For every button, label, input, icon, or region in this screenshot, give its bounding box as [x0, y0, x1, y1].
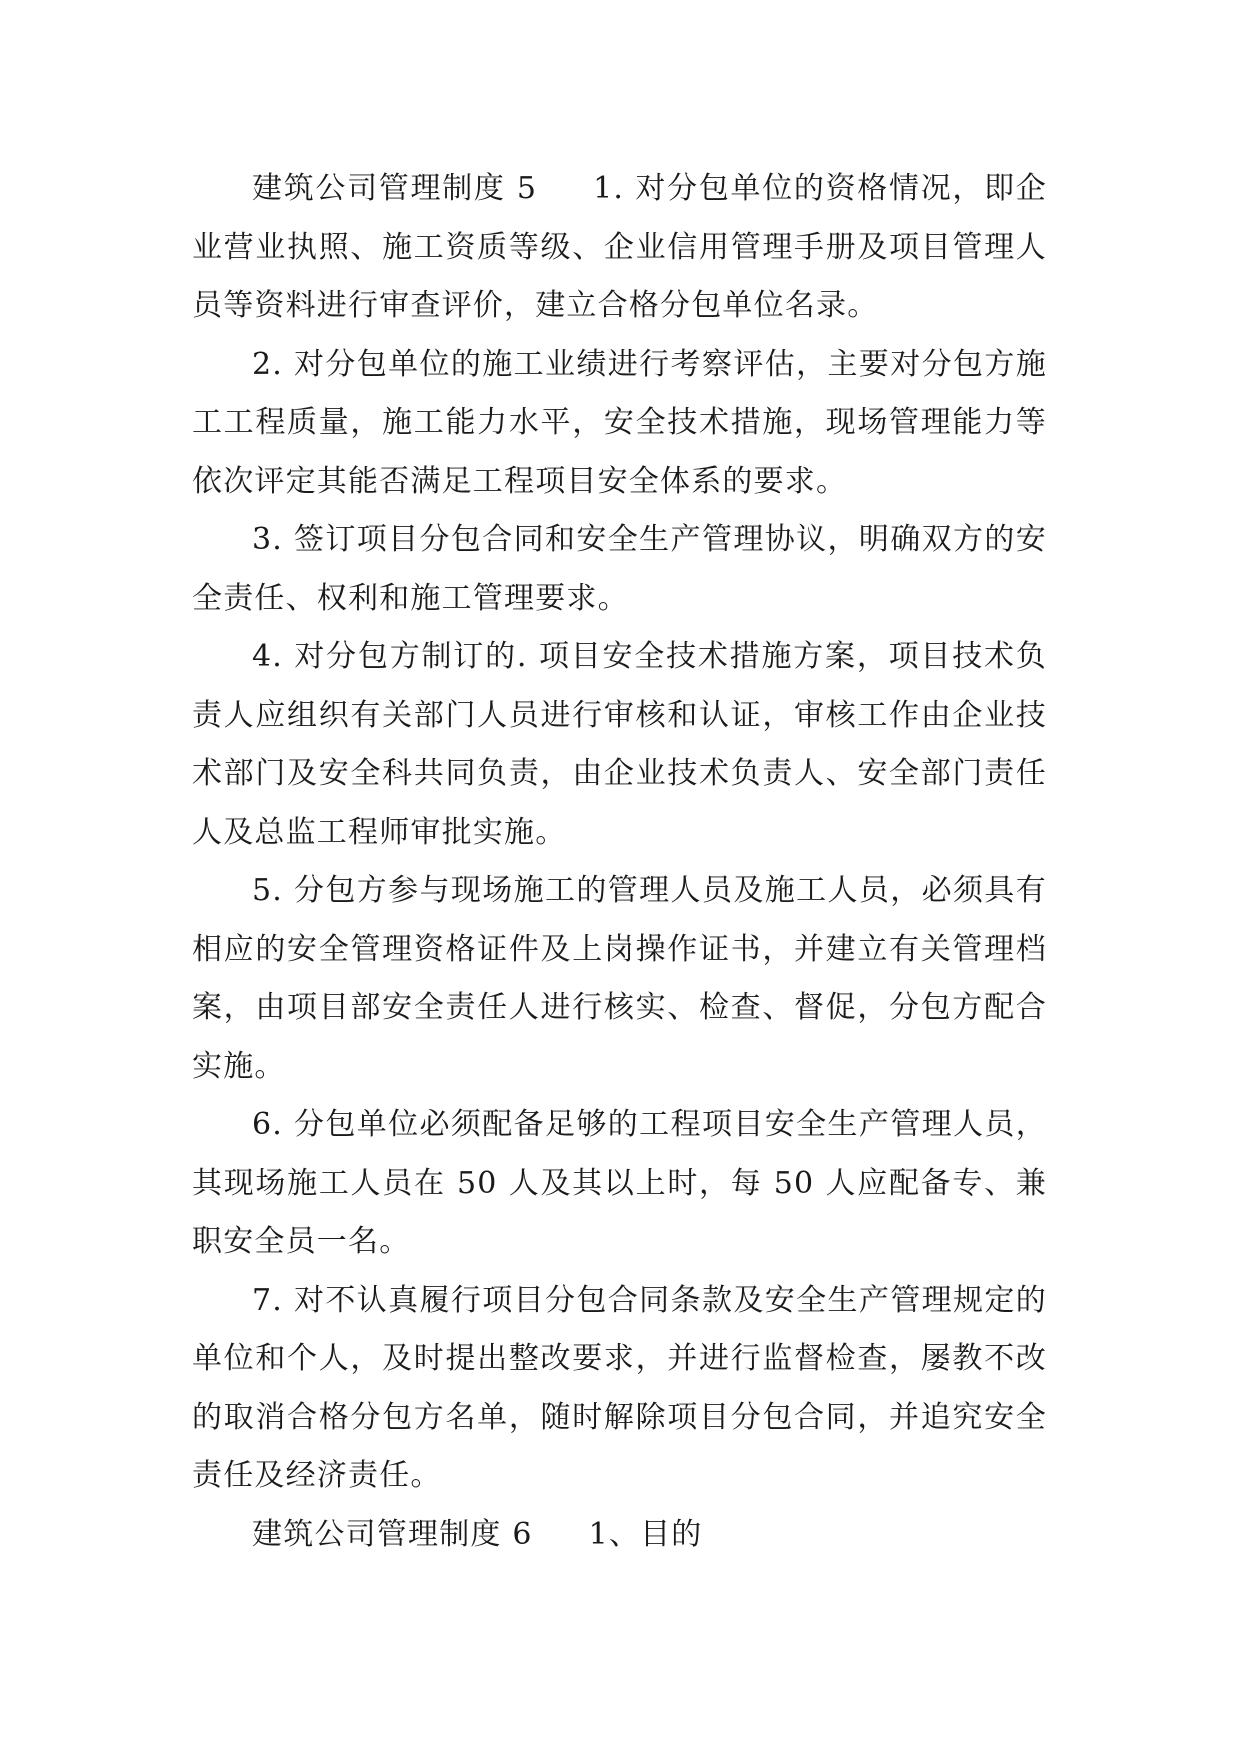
- section5-item-1: 1. 对分包单位的资格情况，即企业营业执照、施工资质等级、企业信用管理手册及项目管理人员等资料进行审查评价，建立合格分包单位名录。: [192, 171, 1048, 323]
- section5-item-4: 4. 对分包方制订的. 项目安全技术措施方案，项目技术负责人应组织有关部门人员进行审核和认证，审核工作由企业技术部门及安全科共同负责，由企业技术负责人、安全部门责任人及总监工程师审批实施。: [192, 639, 1047, 850]
- section5-item-3: 3. 签订项目分包合同和安全生产管理协议，明确双方的安全责任、权利和施工管理要求。: [192, 522, 1047, 616]
- section5-intro-paragraph: [192, 160, 1047, 336]
- document-body: [192, 160, 1047, 1564]
- section5-item-6: 6. 分包单位必须配备足够的工程项目安全生产管理人员，其现场施工人员在 50 人及其以上时，每 50 人应配备专、兼职安全员一名。: [192, 1107, 1047, 1259]
- section5-item-5: 5. 分包方参与现场施工的管理人员及施工人员，必须具有相应的安全管理资格证件及上岗操作证书，并建立有关管理档案，由项目部安全责任人进行核实、检查、督促，分包方配合实施。: [192, 873, 1047, 1084]
- section5-item-7: 7. 对不认真履行项目分包合同条款及安全生产管理规定的单位和个人，及时提出整改要求，并进行监督检查，屡教不改的取消合格分包方名单，随时解除项目分包合同，并追究安全责任及经济责任。: [192, 1282, 1047, 1493]
- section6-item-1: 1、目的: [588, 1516, 703, 1552]
- section5-heading: 建筑公司管理制度 5: [252, 171, 538, 206]
- section5-item-2: 2. 对分包单位的施工业绩进行考察评估，主要对分包方施工工程质量，施工能力水平，安全技术措施，现场管理能力等依次评定其能否满足工程项目安全体系的要求。: [192, 346, 1047, 499]
- section6-heading: 建筑公司管理制度 6: [252, 1516, 533, 1552]
- section6-intro-paragraph: [192, 1506, 1047, 1565]
